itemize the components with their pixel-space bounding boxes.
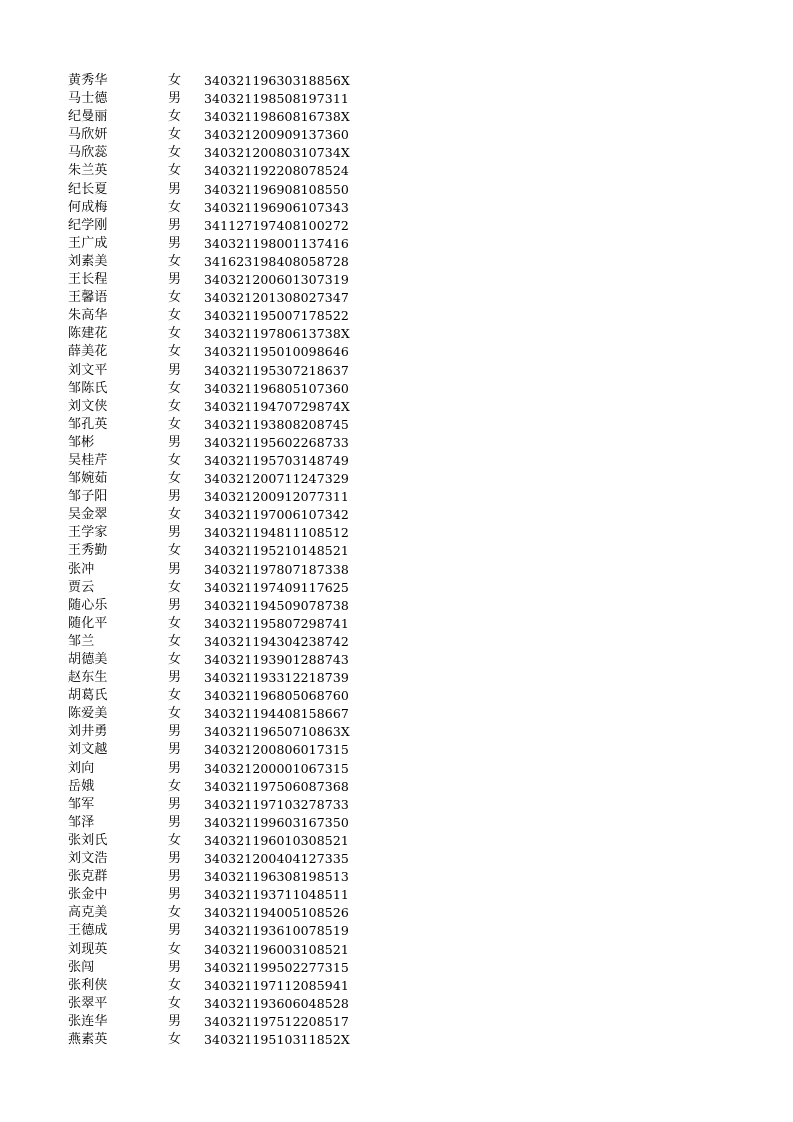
person-gender: 男 [168, 91, 182, 107]
person-gender: 男 [168, 235, 182, 251]
table-row [68, 941, 368, 959]
person-gender: 女 [168, 308, 182, 324]
person-id-number: 340321193711048511 [204, 887, 349, 903]
person-gender: 女 [168, 127, 182, 143]
person-id-number: 340321200806017315 [204, 742, 349, 758]
person-name: 王秀勤 [68, 543, 108, 559]
table-row [68, 778, 368, 796]
table-row [68, 705, 368, 723]
table-row [68, 108, 368, 126]
person-gender: 女 [168, 73, 182, 88]
table-row [68, 687, 368, 705]
person-id-number: 340321198001137416 [204, 235, 349, 251]
table-row [68, 597, 368, 615]
table-row [68, 814, 368, 832]
person-name: 邹陈氏 [68, 380, 108, 396]
person-name: 随化平 [68, 615, 108, 631]
table-row [68, 90, 368, 108]
person-name: 邹兰 [68, 633, 95, 649]
person-id-number: 34032119780613738X [204, 326, 350, 342]
person-gender: 男 [168, 796, 182, 812]
person-gender: 男 [168, 724, 182, 740]
table-row [68, 362, 368, 380]
person-name: 随心乐 [68, 597, 108, 613]
person-name: 胡葛氏 [68, 688, 108, 704]
table-row [68, 832, 368, 850]
person-name: 纪学刚 [68, 217, 108, 233]
person-gender: 女 [168, 416, 182, 432]
person-gender: 女 [168, 471, 182, 487]
person-id-number: 340321200912077311 [204, 489, 349, 505]
person-name: 张金中 [68, 887, 108, 903]
person-gender: 女 [168, 652, 182, 667]
person-gender: 男 [168, 760, 182, 776]
table-row [68, 579, 368, 597]
person-name: 张利侠 [68, 977, 108, 993]
person-name: 高克美 [68, 905, 108, 921]
person-gender: 男 [168, 959, 182, 975]
person-id-number: 340321197103278733 [204, 796, 349, 812]
table-row [68, 651, 368, 669]
person-name: 邹彬 [68, 434, 95, 450]
table-row [68, 850, 368, 868]
table-row [68, 144, 368, 162]
person-name: 赵东生 [68, 670, 108, 686]
person-id-number: 340321193901288743 [204, 652, 349, 667]
person-gender: 男 [168, 489, 182, 505]
person-gender: 男 [168, 217, 182, 233]
person-name: 吴桂芹 [68, 452, 108, 468]
person-name: 刘文平 [68, 362, 108, 378]
table-row [68, 922, 368, 940]
person-id-number: 34032120080310734X [204, 145, 350, 161]
person-name: 岳娥 [68, 778, 95, 794]
person-id-number: 34032119470729874X [204, 398, 350, 414]
person-gender: 男 [168, 869, 182, 885]
person-name: 刘素美 [68, 253, 108, 269]
table-row [68, 470, 368, 488]
table-row [68, 506, 368, 524]
person-id-number: 340321196010308521 [204, 832, 349, 848]
person-gender: 女 [168, 706, 182, 722]
person-gender: 女 [168, 507, 182, 523]
person-id-number: 340321195602268733 [204, 434, 349, 450]
person-gender: 女 [168, 543, 182, 559]
person-gender: 女 [168, 290, 182, 306]
person-name: 陈爱美 [68, 706, 108, 722]
table-row [68, 524, 368, 542]
table-row [68, 561, 368, 579]
person-name: 邹子阳 [68, 489, 108, 505]
person-id-number: 340321194509078738 [204, 597, 349, 613]
person-gender: 男 [168, 272, 182, 288]
person-gender: 男 [168, 597, 182, 613]
person-id-number: 340321194005108526 [204, 905, 349, 921]
person-gender: 女 [168, 615, 182, 631]
person-id-number: 340321200711247329 [204, 471, 349, 487]
person-id-number: 340321193610078519 [204, 923, 349, 939]
person-gender: 女 [168, 380, 182, 396]
person-id-number: 340321196805068760 [204, 688, 349, 704]
person-gender: 女 [168, 344, 182, 360]
person-name: 马士德 [68, 91, 108, 107]
table-row [68, 904, 368, 922]
person-name: 朱兰英 [68, 163, 108, 179]
person-gender: 女 [168, 688, 182, 704]
person-name: 刘文侠 [68, 398, 108, 414]
person-id-number: 340321201308027347 [204, 290, 349, 306]
person-name: 王学家 [68, 525, 108, 541]
person-gender: 女 [168, 977, 182, 993]
table-row [68, 307, 368, 325]
person-id-number: 34032119510311852X [204, 1031, 350, 1047]
table-row [68, 380, 368, 398]
person-id-number: 340321196003108521 [204, 941, 349, 957]
person-name: 邹泽 [68, 814, 95, 830]
person-name: 刘文越 [68, 742, 108, 758]
table-row [68, 325, 368, 343]
table-row [68, 235, 368, 253]
table-row [68, 959, 368, 977]
person-gender: 男 [168, 851, 182, 867]
person-id-number: 340321196805107360 [204, 380, 349, 396]
person-id-number: 340321197506087368 [204, 778, 349, 794]
table-row [68, 126, 368, 144]
person-name: 刘井勇 [68, 724, 108, 740]
person-id-number: 340321195807298741 [204, 615, 349, 631]
person-name: 张闯 [68, 959, 95, 975]
person-id-number: 340321193312218739 [204, 670, 349, 686]
table-row [68, 343, 368, 361]
person-name: 王德成 [68, 923, 108, 939]
person-name: 纪曼丽 [68, 109, 108, 125]
person-gender: 女 [168, 199, 182, 215]
table-row [68, 633, 368, 651]
person-id-number: 340321200909137360 [204, 127, 349, 143]
person-name: 何成梅 [68, 199, 108, 215]
table-row [68, 615, 368, 633]
person-id-number: 340321194408158667 [204, 706, 349, 722]
table-row [68, 1013, 368, 1031]
person-id-number: 340321194811108512 [204, 525, 349, 541]
person-gender: 男 [168, 814, 182, 830]
person-gender: 女 [168, 163, 182, 179]
person-id-number: 340321197409117625 [204, 579, 349, 595]
person-name: 薛美花 [68, 344, 108, 360]
person-name: 马欣妍 [68, 127, 108, 143]
person-id-number: 340321198508197311 [204, 91, 349, 107]
table-row [68, 868, 368, 886]
table-row [68, 452, 368, 470]
person-name: 王馨语 [68, 290, 108, 306]
person-name: 朱高华 [68, 308, 108, 324]
person-id-number: 340321195210148521 [204, 543, 349, 559]
person-gender: 男 [168, 923, 182, 939]
person-name: 王广成 [68, 235, 108, 251]
person-id-number: 340321196906107343 [204, 199, 349, 215]
table-row [68, 289, 368, 307]
table-row [68, 995, 368, 1013]
person-gender: 男 [168, 434, 182, 450]
person-name: 黄秀华 [68, 73, 108, 88]
person-gender: 男 [168, 887, 182, 903]
person-gender: 男 [168, 670, 182, 686]
person-id-number: 340321195007178522 [204, 308, 349, 324]
person-name: 纪长夏 [68, 181, 108, 197]
table-row [68, 886, 368, 904]
person-name: 张刘氏 [68, 832, 108, 848]
person-gender: 女 [168, 995, 182, 1011]
table-row [68, 1031, 368, 1049]
person-gender: 男 [168, 742, 182, 758]
person-id-number: 34032119630318856X [204, 73, 350, 88]
person-gender: 男 [168, 561, 182, 577]
person-gender: 女 [168, 941, 182, 957]
person-id-number: 340321197807187338 [204, 561, 349, 577]
person-gender: 女 [168, 778, 182, 794]
person-id-number: 340321197512208517 [204, 1013, 349, 1029]
person-id-number: 341623198408058728 [204, 253, 349, 269]
table-row [68, 669, 368, 687]
person-gender: 女 [168, 145, 182, 161]
person-id-number: 340321197006107342 [204, 507, 349, 523]
person-name: 吴金翠 [68, 507, 108, 523]
person-name: 王长程 [68, 272, 108, 288]
table-row [68, 398, 368, 416]
person-gender: 女 [168, 579, 182, 595]
person-name: 张翠平 [68, 995, 108, 1011]
person-gender: 女 [168, 109, 182, 125]
person-name: 燕素英 [68, 1031, 108, 1047]
table-row [68, 271, 368, 289]
person-gender: 女 [168, 398, 182, 414]
person-name: 邹军 [68, 796, 95, 812]
person-id-number: 340321196908108550 [204, 181, 349, 197]
person-gender: 女 [168, 905, 182, 921]
table-row [68, 723, 368, 741]
person-name: 陈建花 [68, 326, 108, 342]
person-gender: 男 [168, 1013, 182, 1029]
person-id-number: 341127197408100272 [204, 217, 349, 233]
person-name: 刘现英 [68, 941, 108, 957]
table-row [68, 542, 368, 560]
person-name: 胡德美 [68, 652, 108, 667]
person-id-number: 340321195703148749 [204, 452, 349, 468]
person-id-number: 340321192208078524 [204, 163, 349, 179]
table-row [68, 741, 368, 759]
person-gender: 女 [168, 633, 182, 649]
person-id-number: 34032119650710863X [204, 724, 350, 740]
person-gender: 男 [168, 362, 182, 378]
person-id-number: 340321200404127335 [204, 851, 349, 867]
person-id-number: 340321195010098646 [204, 344, 349, 360]
person-name: 刘向 [68, 760, 95, 776]
person-id-number: 340321200001067315 [204, 760, 349, 776]
table-row [68, 416, 368, 434]
roster-table [68, 72, 368, 1049]
person-gender: 女 [168, 832, 182, 848]
person-name: 张冲 [68, 561, 95, 577]
person-id-number: 340321196308198513 [204, 869, 349, 885]
person-id-number: 340321199502277315 [204, 959, 349, 975]
person-id-number: 34032119860816738X [204, 109, 350, 125]
table-row [68, 253, 368, 271]
person-name: 张连华 [68, 1013, 108, 1029]
person-name: 张克群 [68, 869, 108, 885]
person-name: 马欣蕊 [68, 145, 108, 161]
person-id-number: 340321194304238742 [204, 633, 349, 649]
person-id-number: 340321193808208745 [204, 416, 349, 432]
table-row [68, 181, 368, 199]
person-id-number: 340321199603167350 [204, 814, 349, 830]
table-row [68, 796, 368, 814]
table-row [68, 162, 368, 180]
table-row [68, 199, 368, 217]
person-id-number: 340321193606048528 [204, 995, 349, 1011]
person-id-number: 340321195307218637 [204, 362, 349, 378]
person-gender: 男 [168, 181, 182, 197]
table-row [68, 434, 368, 452]
table-row [68, 72, 368, 90]
table-row [68, 488, 368, 506]
person-name: 邹孔英 [68, 416, 108, 432]
person-id-number: 340321197112085941 [204, 977, 349, 993]
person-gender: 男 [168, 525, 182, 541]
table-row [68, 760, 368, 778]
table-row [68, 217, 368, 235]
person-gender: 女 [168, 253, 182, 269]
person-gender: 女 [168, 1031, 182, 1047]
person-name: 贾云 [68, 579, 95, 595]
person-gender: 女 [168, 326, 182, 342]
person-gender: 女 [168, 452, 182, 468]
table-row [68, 977, 368, 995]
person-name: 邹婉茹 [68, 471, 108, 487]
person-id-number: 340321200601307319 [204, 272, 349, 288]
person-name: 刘文浩 [68, 851, 108, 867]
